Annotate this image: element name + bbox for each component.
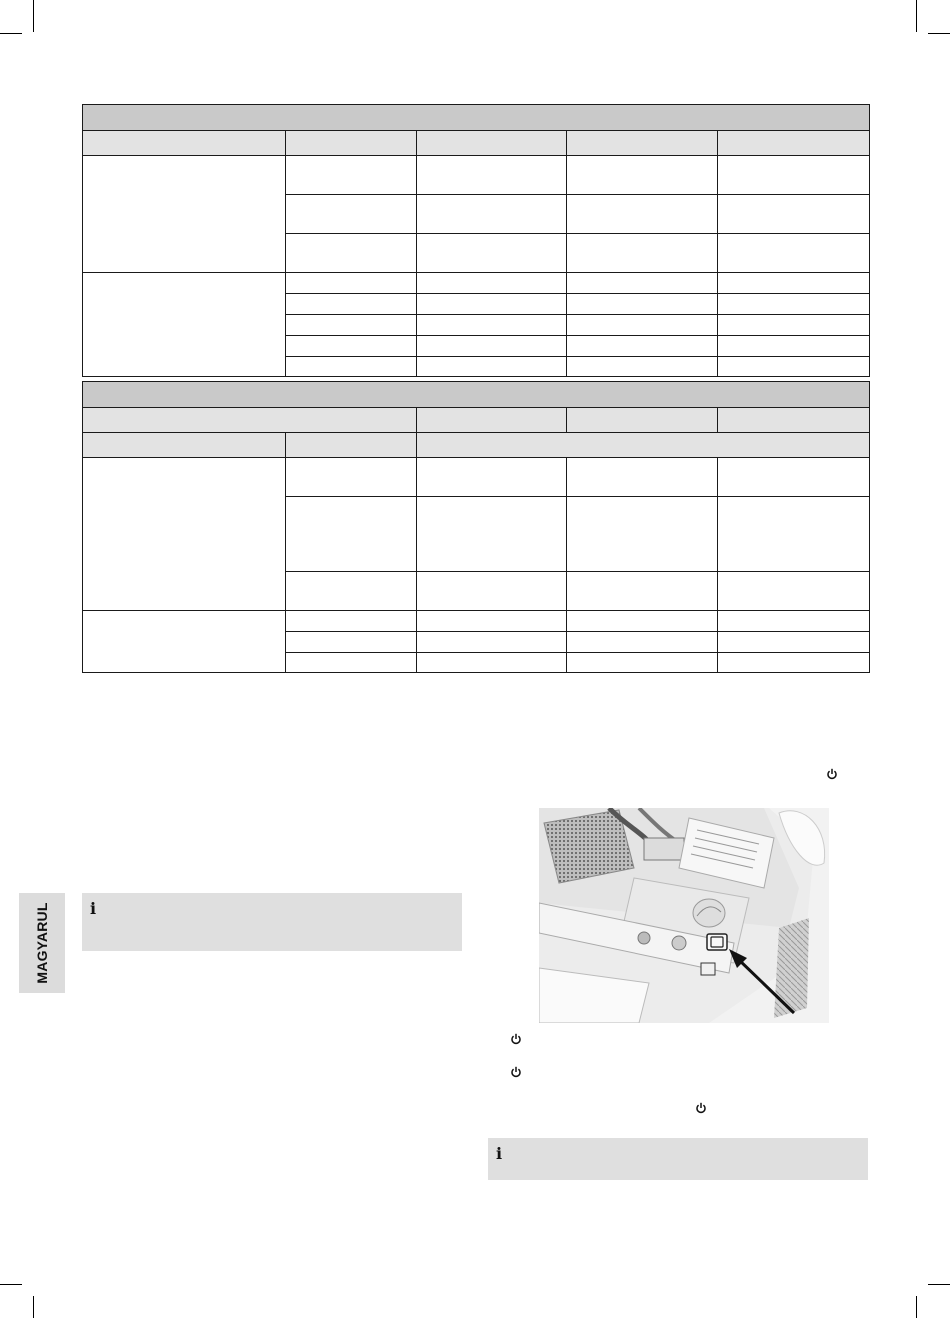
table-cell — [567, 653, 718, 673]
table-cell — [718, 653, 870, 673]
table-cell — [286, 195, 417, 234]
table-cell — [286, 234, 417, 273]
table-cell — [417, 273, 567, 294]
table-cell — [417, 336, 567, 357]
table-cell — [417, 653, 567, 673]
power-icon — [510, 1066, 522, 1078]
table-cell — [417, 294, 567, 315]
table-cell — [567, 195, 718, 234]
table-cell — [567, 632, 718, 653]
column-header — [718, 408, 870, 433]
table-cell — [567, 273, 718, 294]
table-cell — [286, 156, 417, 195]
table-cell — [718, 195, 870, 234]
table-cell — [83, 611, 286, 673]
crop-mark — [33, 1296, 34, 1318]
crop-mark — [928, 33, 950, 34]
table-cell — [286, 357, 417, 377]
column-header — [286, 131, 417, 156]
crop-mark — [928, 1284, 950, 1285]
table-cell — [286, 632, 417, 653]
table-cell — [718, 336, 870, 357]
table-cell — [567, 497, 718, 572]
table-cell — [718, 611, 870, 632]
table-header — [83, 105, 870, 131]
table-cell — [83, 273, 286, 377]
crop-mark — [0, 33, 22, 34]
table-cell — [718, 632, 870, 653]
table-cell — [718, 234, 870, 273]
table-cell — [567, 294, 718, 315]
table-cell — [718, 357, 870, 377]
table-cell — [567, 156, 718, 195]
table-cell — [567, 572, 718, 611]
table-cell — [567, 611, 718, 632]
table-cell — [718, 315, 870, 336]
column-header — [286, 433, 417, 458]
table-cell — [417, 632, 567, 653]
info-note-right — [488, 1138, 868, 1180]
table-cell — [718, 156, 870, 195]
column-header — [83, 433, 286, 458]
column-header — [417, 131, 567, 156]
table-cell — [286, 572, 417, 611]
table-cell — [417, 234, 567, 273]
crop-mark — [33, 0, 34, 32]
table-cell — [718, 458, 870, 497]
table-cell — [417, 156, 567, 195]
table-cell — [417, 357, 567, 377]
column-header — [567, 131, 718, 156]
table-cell — [286, 336, 417, 357]
table-cell — [83, 458, 286, 611]
table-cell — [567, 336, 718, 357]
crop-mark — [0, 1284, 22, 1285]
appliance-photo — [539, 808, 829, 1023]
table-cell — [417, 572, 567, 611]
crop-mark — [916, 1296, 917, 1318]
column-header — [83, 131, 286, 156]
table-cell — [417, 497, 567, 572]
info-icon: i — [90, 899, 97, 918]
spec-table-1 — [82, 104, 870, 377]
info-note-left — [82, 893, 462, 951]
info-icon: i — [496, 1144, 503, 1163]
table-cell — [286, 315, 417, 336]
crop-mark — [916, 0, 917, 32]
table-cell — [718, 497, 870, 572]
table-cell — [718, 294, 870, 315]
table-cell — [417, 458, 567, 497]
table-cell — [417, 315, 567, 336]
language-tab-label: MAGYARUL — [34, 902, 50, 984]
table-cell — [718, 572, 870, 611]
column-header — [567, 408, 718, 433]
table-cell — [567, 458, 718, 497]
table-header — [83, 382, 870, 408]
table-cell — [286, 653, 417, 673]
column-header — [417, 433, 870, 458]
table-cell — [417, 611, 567, 632]
table-cell — [567, 315, 718, 336]
table-cell — [417, 195, 567, 234]
table-cell — [83, 156, 286, 273]
column-header — [718, 131, 870, 156]
table-cell — [286, 294, 417, 315]
table-cell — [567, 234, 718, 273]
table-cell — [567, 357, 718, 377]
column-header — [83, 408, 417, 433]
column-header — [417, 408, 567, 433]
language-tab — [19, 893, 65, 993]
table-cell — [286, 497, 417, 572]
power-icon — [826, 768, 838, 780]
table-cell — [286, 273, 417, 294]
table-cell — [718, 273, 870, 294]
table-cell — [286, 611, 417, 632]
spec-table-2 — [82, 381, 870, 673]
power-icon — [510, 1033, 522, 1045]
table-cell — [286, 458, 417, 497]
power-icon — [695, 1102, 707, 1114]
